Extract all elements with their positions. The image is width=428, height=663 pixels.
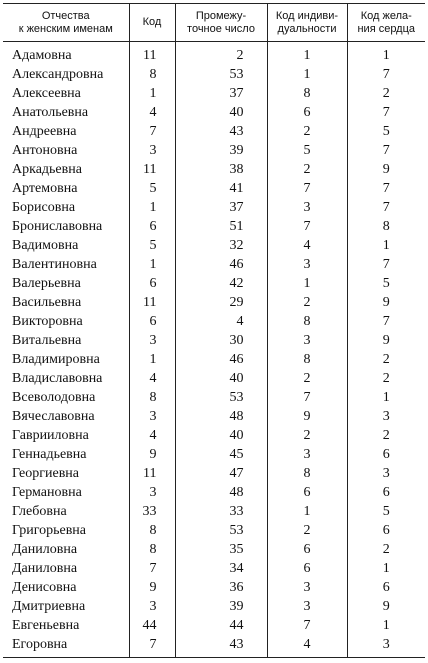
intermediate-number-cell: 30	[175, 331, 267, 350]
code-cell: 1	[129, 198, 175, 217]
code-cell: 4	[129, 103, 175, 122]
patronymic-cell: Григорьевна	[12, 523, 87, 538]
heart-desire-code-cell: 7	[347, 65, 425, 84]
code-cell: 9	[129, 578, 175, 597]
individuality-code-cell: 8	[267, 350, 347, 369]
table-row	[3, 616, 425, 635]
individuality-code-cell: 1	[267, 274, 347, 293]
code-cell: 6	[129, 312, 175, 331]
patronymic-cell: Владимировна	[12, 352, 100, 367]
patronymic-cell: Андреевна	[12, 124, 77, 139]
heart-desire-code-cell: 7	[347, 103, 425, 122]
intermediate-number-cell: 34	[175, 559, 267, 578]
table-row	[3, 179, 425, 198]
patronymic-cell: Гаврииловна	[12, 428, 89, 443]
intermediate-number-cell: 45	[175, 445, 267, 464]
patronymic-cell: Антоновна	[12, 143, 78, 158]
table-row	[3, 502, 425, 521]
code-cell: 8	[129, 65, 175, 84]
code-cell: 3	[129, 331, 175, 350]
code-cell: 11	[129, 293, 175, 312]
patronymic-cell: Даниловна	[12, 542, 78, 557]
code-cell: 1	[129, 350, 175, 369]
intermediate-number-cell: 2	[175, 42, 267, 66]
heart-desire-code-cell: 9	[347, 293, 425, 312]
table-row	[3, 198, 425, 217]
table-row	[3, 312, 425, 331]
heart-desire-code-cell: 5	[347, 502, 425, 521]
patronymic-cell: Владиславовна	[12, 371, 103, 386]
individuality-code-cell: 2	[267, 122, 347, 141]
table-row	[3, 122, 425, 141]
header-code: Код	[129, 4, 175, 42]
heart-desire-code-cell: 2	[347, 369, 425, 388]
patronymic-cell: Викторовна	[12, 314, 83, 329]
individuality-code-cell: 6	[267, 483, 347, 502]
patronymic-code-table	[3, 3, 425, 658]
patronymic-cell: Егоровна	[3, 635, 129, 658]
table-row	[3, 331, 425, 350]
code-cell: 7	[129, 559, 175, 578]
table-row	[3, 141, 425, 160]
table-row	[3, 388, 425, 407]
intermediate-number-cell: 46	[175, 255, 267, 274]
heart-desire-code-cell: 6	[347, 445, 425, 464]
intermediate-number-cell: 4	[175, 312, 267, 331]
patronymic-cell: Всеволодовна	[12, 390, 96, 405]
code-cell: 11	[129, 160, 175, 179]
table-row	[3, 483, 425, 502]
code-cell: 3	[129, 407, 175, 426]
heart-desire-code-cell: 7	[347, 312, 425, 331]
code-cell: 7	[129, 635, 175, 658]
intermediate-number-cell: 42	[175, 274, 267, 293]
table-row	[3, 293, 425, 312]
patronymic-cell: Александровна	[12, 67, 104, 82]
individuality-code-cell: 3	[267, 331, 347, 350]
heart-desire-code-cell: 1	[347, 236, 425, 255]
intermediate-number-cell: 40	[175, 369, 267, 388]
intermediate-number-cell: 37	[175, 84, 267, 103]
patronymic-cell: Валерьевна	[12, 276, 81, 291]
patronymic-cell: Адамовна	[12, 48, 72, 63]
code-cell: 5	[129, 179, 175, 198]
intermediate-number-cell: 36	[175, 578, 267, 597]
individuality-code-cell: 2	[267, 369, 347, 388]
table-row	[3, 274, 425, 293]
table-body	[3, 42, 425, 658]
individuality-code-cell: 3	[267, 578, 347, 597]
header-heart-desire-code: Код жела- ния сердца	[347, 4, 425, 42]
table-row	[3, 103, 425, 122]
patronymic-cell: Аркадьевна	[12, 162, 82, 177]
table-row	[3, 236, 425, 255]
heart-desire-code-cell: 6	[347, 521, 425, 540]
individuality-code-cell: 3	[267, 597, 347, 616]
heart-desire-code-cell: 2	[347, 540, 425, 559]
header-individuality-code: Код индиви- дуальности	[267, 4, 347, 42]
heart-desire-code-cell: 6	[347, 578, 425, 597]
patronymic-cell: Вадимовна	[12, 238, 79, 253]
code-cell: 1	[129, 255, 175, 274]
heart-desire-code-cell: 2	[347, 426, 425, 445]
intermediate-number-cell: 43	[175, 122, 267, 141]
table-row	[3, 217, 425, 236]
heart-desire-code-cell: 1	[347, 388, 425, 407]
heart-desire-code-cell: 6	[347, 483, 425, 502]
individuality-code-cell: 7	[267, 388, 347, 407]
intermediate-number-cell: 43	[175, 635, 267, 658]
heart-desire-code-cell: 1	[347, 559, 425, 578]
patronymic-cell: Вячеславовна	[12, 409, 95, 424]
patronymic-cell: Валентиновна	[12, 257, 97, 272]
individuality-code-cell: 3	[267, 445, 347, 464]
table-row	[3, 635, 425, 658]
heart-desire-code-cell: 2	[347, 350, 425, 369]
table-row	[3, 521, 425, 540]
code-cell: 4	[129, 369, 175, 388]
code-cell: 8	[129, 521, 175, 540]
table-row	[3, 426, 425, 445]
patronymic-cell: Геннадьевна	[12, 447, 87, 462]
table-row	[3, 350, 425, 369]
code-cell: 8	[129, 388, 175, 407]
heart-desire-code-cell: 7	[347, 255, 425, 274]
code-cell: 3	[129, 597, 175, 616]
patronymic-cell: Дмитриевна	[12, 599, 86, 614]
heart-desire-code-cell: 8	[347, 217, 425, 236]
patronymic-cell: Анатольевна	[12, 105, 89, 120]
code-cell: 5	[129, 236, 175, 255]
intermediate-number-cell: 37	[175, 198, 267, 217]
patronymic-cell: Брониславовна	[12, 219, 103, 234]
individuality-code-cell: 9	[267, 407, 347, 426]
code-cell: 11	[129, 42, 175, 66]
individuality-code-cell: 2	[267, 293, 347, 312]
table-header	[3, 4, 425, 42]
intermediate-number-cell: 44	[175, 616, 267, 635]
heart-desire-code-cell: 9	[347, 597, 425, 616]
heart-desire-code-cell: 7	[347, 198, 425, 217]
patronymic-cell: Алексеевна	[12, 86, 81, 101]
intermediate-number-cell: 46	[175, 350, 267, 369]
patronymic-cell: Даниловна	[12, 561, 78, 576]
heart-desire-code-cell: 3	[347, 635, 425, 658]
code-cell: 7	[129, 122, 175, 141]
table-row	[3, 540, 425, 559]
individuality-code-cell: 7	[267, 179, 347, 198]
table-row	[3, 407, 425, 426]
individuality-code-cell: 8	[267, 312, 347, 331]
intermediate-number-cell: 40	[175, 103, 267, 122]
heart-desire-code-cell: 9	[347, 331, 425, 350]
code-cell: 3	[129, 141, 175, 160]
individuality-code-cell: 7	[267, 217, 347, 236]
table-row	[3, 578, 425, 597]
header-row	[3, 4, 425, 42]
intermediate-number-cell: 35	[175, 540, 267, 559]
intermediate-number-cell: 53	[175, 521, 267, 540]
patronymic-cell: Васильевна	[12, 295, 82, 310]
intermediate-number-cell: 53	[175, 388, 267, 407]
heart-desire-code-cell: 3	[347, 464, 425, 483]
intermediate-number-cell: 51	[175, 217, 267, 236]
individuality-code-cell: 1	[267, 42, 347, 66]
code-cell: 44	[129, 616, 175, 635]
individuality-code-cell: 6	[267, 559, 347, 578]
code-cell: 6	[129, 217, 175, 236]
individuality-code-cell: 4	[267, 236, 347, 255]
intermediate-number-cell: 33	[175, 502, 267, 521]
heart-desire-code-cell: 1	[347, 42, 425, 66]
individuality-code-cell: 2	[267, 521, 347, 540]
code-cell: 1	[129, 84, 175, 103]
heart-desire-code-cell: 5	[347, 274, 425, 293]
individuality-code-cell: 3	[267, 255, 347, 274]
individuality-code-cell: 6	[267, 540, 347, 559]
header-patronymic: Отчества к женским именам	[3, 4, 129, 42]
heart-desire-code-cell: 1	[347, 616, 425, 635]
table-row	[3, 42, 425, 66]
intermediate-number-cell: 53	[175, 65, 267, 84]
patronymic-cell: Германовна	[12, 485, 82, 500]
code-cell: 3	[129, 483, 175, 502]
heart-desire-code-cell: 9	[347, 160, 425, 179]
individuality-code-cell: 1	[267, 502, 347, 521]
table-row	[3, 445, 425, 464]
intermediate-number-cell: 29	[175, 293, 267, 312]
individuality-code-cell: 8	[267, 84, 347, 103]
heart-desire-code-cell: 7	[347, 179, 425, 198]
intermediate-number-cell: 32	[175, 236, 267, 255]
code-cell: 8	[129, 540, 175, 559]
individuality-code-cell: 6	[267, 103, 347, 122]
table-row	[3, 464, 425, 483]
patronymic-cell: Борисовна	[12, 200, 76, 215]
intermediate-number-cell: 48	[175, 483, 267, 502]
patronymic-cell: Артемовна	[12, 181, 78, 196]
code-cell: 11	[129, 464, 175, 483]
individuality-code-cell: 4	[267, 635, 347, 658]
individuality-code-cell: 5	[267, 141, 347, 160]
individuality-code-cell: 3	[267, 198, 347, 217]
intermediate-number-cell: 48	[175, 407, 267, 426]
individuality-code-cell: 2	[267, 160, 347, 179]
intermediate-number-cell: 39	[175, 141, 267, 160]
heart-desire-code-cell: 7	[347, 141, 425, 160]
table-row	[3, 255, 425, 274]
table-row	[3, 369, 425, 388]
code-cell: 33	[129, 502, 175, 521]
intermediate-number-cell: 39	[175, 597, 267, 616]
code-cell: 6	[129, 274, 175, 293]
individuality-code-cell: 7	[267, 616, 347, 635]
table-row	[3, 84, 425, 103]
table-row	[3, 160, 425, 179]
table-row	[3, 559, 425, 578]
individuality-code-cell: 2	[267, 426, 347, 445]
intermediate-number-cell: 38	[175, 160, 267, 179]
code-cell: 9	[129, 445, 175, 464]
header-intermediate-number: Промежу- точное число	[175, 4, 267, 42]
heart-desire-code-cell: 5	[347, 122, 425, 141]
individuality-code-cell: 8	[267, 464, 347, 483]
intermediate-number-cell: 41	[175, 179, 267, 198]
patronymic-cell: Денисовна	[12, 580, 77, 595]
intermediate-number-cell: 47	[175, 464, 267, 483]
individuality-code-cell: 1	[267, 65, 347, 84]
patronymic-cell: Георгиевна	[12, 466, 80, 481]
patronymic-cell: Глебовна	[12, 504, 67, 519]
table-row	[3, 65, 425, 84]
patronymic-cell: Витальевна	[12, 333, 82, 348]
patronymic-cell: Евгеньевна	[12, 618, 80, 633]
intermediate-number-cell: 40	[175, 426, 267, 445]
heart-desire-code-cell: 3	[347, 407, 425, 426]
table-row	[3, 597, 425, 616]
code-cell: 4	[129, 426, 175, 445]
heart-desire-code-cell: 2	[347, 84, 425, 103]
